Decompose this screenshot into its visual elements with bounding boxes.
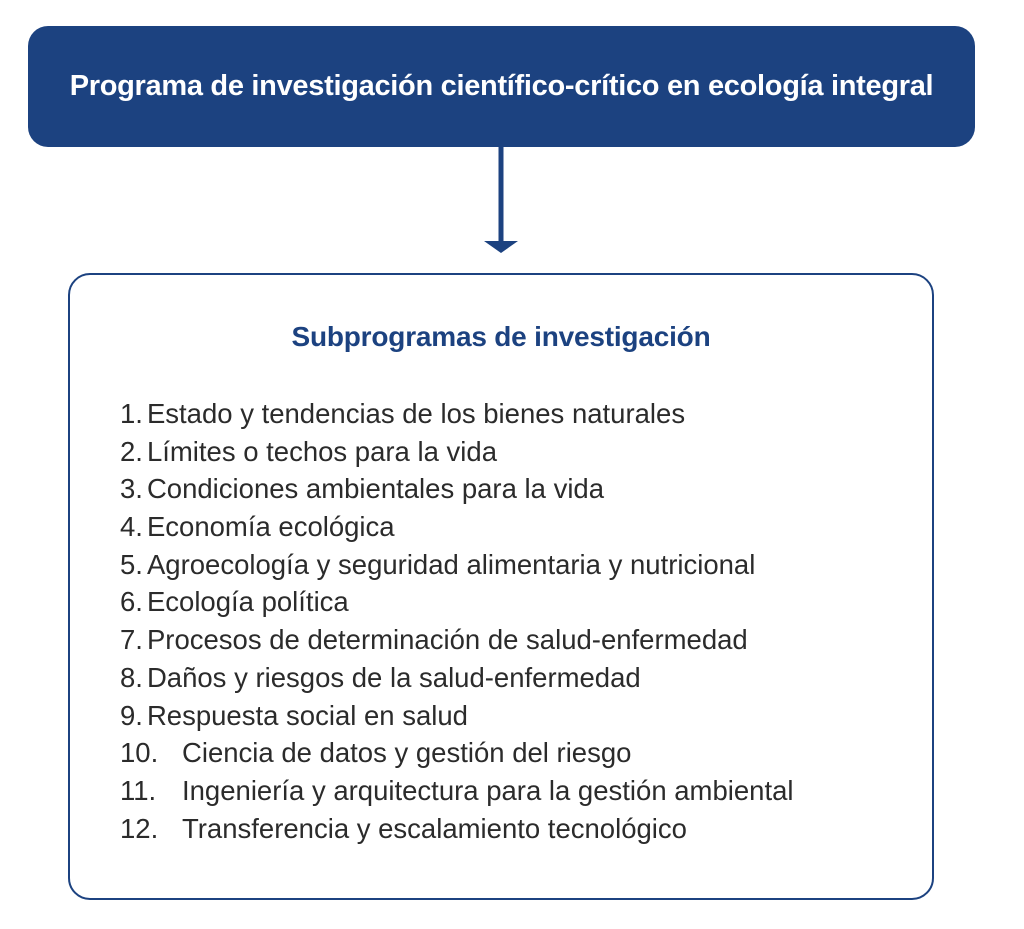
list-item — [120, 395, 794, 433]
list-item — [120, 734, 794, 772]
item-label: Límites o techos para la vida — [146, 435, 497, 467]
item-number: 10. — [120, 737, 159, 769]
list-item — [120, 433, 794, 471]
list-item — [120, 810, 794, 848]
item-label: Transferencia y escalamiento tecnológico — [182, 812, 687, 844]
item-label: Ecología política — [146, 586, 349, 618]
list-item — [120, 546, 794, 584]
list-item — [120, 470, 794, 508]
item-number: 2. — [120, 435, 143, 467]
item-number: 12. — [120, 812, 159, 844]
item-label: Ingeniería y arquitectura para la gestión ambiental — [182, 774, 794, 806]
item-label: Economía ecológica — [146, 511, 395, 543]
item-number: 1. — [120, 398, 143, 429]
list-item — [120, 583, 794, 621]
item-number: 5. — [120, 548, 143, 580]
item-number: 11. — [120, 774, 157, 806]
list-item — [120, 659, 794, 697]
subprograms-list — [120, 395, 794, 847]
item-number: 7. — [120, 624, 143, 656]
item-number: 6. — [120, 586, 143, 618]
program-box — [28, 26, 975, 147]
subprograms-box — [68, 273, 934, 900]
subprograms-heading: Subprogramas de investigación — [291, 321, 711, 352]
list-item — [120, 508, 794, 546]
item-number: 8. — [120, 661, 143, 693]
item-label: Condiciones ambientales para la vida — [146, 473, 605, 505]
item-label: Procesos de determinación de salud-enfermedad — [146, 624, 748, 656]
list-item — [120, 621, 794, 659]
list-item — [120, 697, 794, 735]
item-label: Ciencia de datos y gestión del riesgo — [182, 737, 632, 769]
item-label: Respuesta social en salud — [146, 699, 468, 731]
item-number: 9. — [120, 699, 143, 731]
program-title: Programa de investigación científico-crítico en ecología integral — [69, 70, 934, 102]
item-number: 3. — [120, 473, 143, 505]
item-number: 4. — [120, 511, 143, 543]
item-label: Estado y tendencias de los bienes naturales — [146, 398, 686, 429]
item-label: Daños y riesgos de la salud-enfermedad — [146, 661, 641, 693]
list-item — [120, 772, 794, 810]
arrow-head-icon — [484, 241, 518, 253]
item-label: Agroecología y seguridad alimentaria y nutricional — [146, 548, 756, 580]
